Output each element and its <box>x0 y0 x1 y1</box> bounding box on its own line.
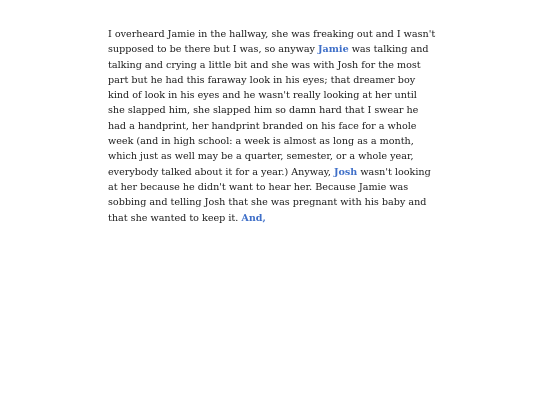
story-text-3: wasn't looking at her because he didn't want to hear her. Because Jamie was sobbing and telling Josh that she was pregnant with his baby and that she wanted to keep it. <box>108 166 431 224</box>
jamie-link[interactable]: Jamie <box>318 44 349 56</box>
and-link[interactable]: And, <box>241 212 266 224</box>
josh-link[interactable]: Josh <box>333 166 358 178</box>
story-text-2: was talking and talking and crying a little bit and she was with Josh for the most part but he had this faraway look in his eyes; that dreamer boy kind of look in his eyes and he wasn't really looking at her until she slapped him, she slapped him so damn hard that I swear he had a handprint, her handprint branded on his face for a whole week (and in high school: a week is almost as long as a month, which just as well may be a quarter, semester, or a whole year, everybody talked about it for a year.) Anyway, <box>108 44 429 178</box>
story-text-1: I overheard Jamie in the hallway, she was freaking out and I wasn't supposed to be there but I was, so anyway <box>108 29 436 56</box>
story-paragraph <box>108 27 436 226</box>
